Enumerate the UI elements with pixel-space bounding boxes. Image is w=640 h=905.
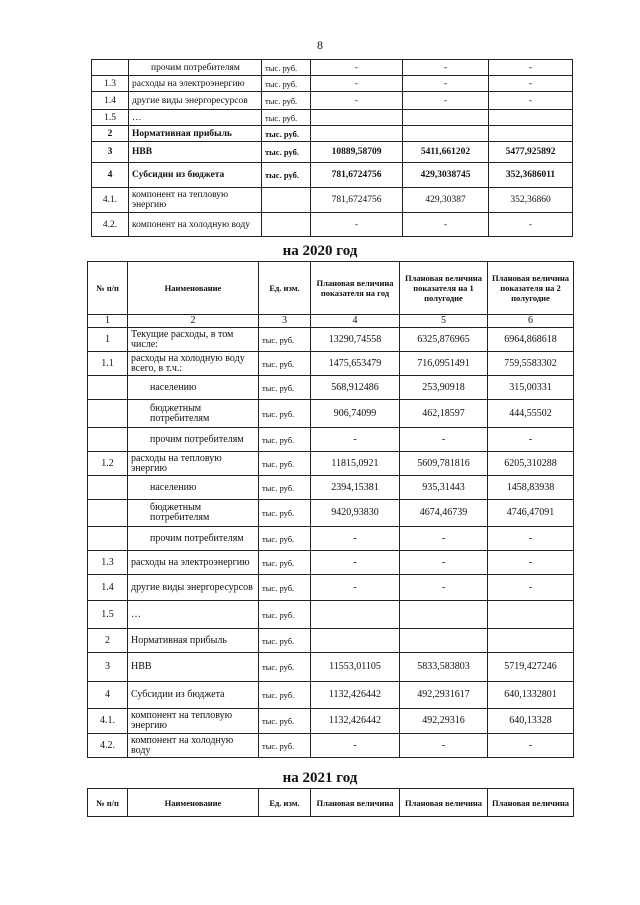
value-half-1: -: [403, 213, 489, 237]
value-half-1: -: [400, 428, 488, 452]
value-year: 781,6724756: [311, 163, 403, 188]
table-row: [88, 601, 574, 629]
value-year: -: [311, 575, 400, 601]
row-unit: тыс. руб.: [259, 428, 311, 452]
value-half-2: 352,3686011: [489, 163, 573, 188]
value-half-1: -: [403, 76, 489, 92]
row-unit: [262, 213, 311, 237]
row-unit: тыс. руб.: [259, 400, 311, 428]
row-number: 4.2.: [88, 734, 128, 758]
value-year: -: [311, 527, 400, 551]
table-2020-body: [88, 262, 574, 758]
value-half-2: 640,1332801: [488, 682, 574, 709]
table-row: [88, 376, 574, 400]
row-unit: тыс. руб.: [262, 163, 311, 188]
table-row: [92, 60, 573, 76]
value-half-1: -: [403, 60, 489, 76]
row-unit: тыс. руб.: [259, 629, 311, 653]
value-year: 1475,653479: [311, 352, 400, 376]
table-2020-column-numbers: [88, 315, 574, 328]
value-year: [311, 629, 400, 653]
value-half-1: 935,31443: [400, 476, 488, 500]
row-name: …: [128, 601, 259, 629]
header-cell: Плановая величина: [488, 789, 574, 817]
value-half-1: 429,3038745: [403, 163, 489, 188]
value-half-1: -: [400, 734, 488, 758]
row-number: [88, 400, 128, 428]
value-year: 568,912486: [311, 376, 400, 400]
value-half-2: [489, 126, 573, 142]
row-number: 4.1.: [88, 709, 128, 734]
row-number: 1.4: [88, 575, 128, 601]
table-2021: [87, 788, 574, 817]
value-half-2: 640,13328: [488, 709, 574, 734]
row-number: 1.2: [88, 452, 128, 476]
row-unit: тыс. руб.: [259, 328, 311, 352]
row-number: 1.1: [88, 352, 128, 376]
value-year: -: [311, 734, 400, 758]
value-half-1: 253,90918: [400, 376, 488, 400]
value-year: 1132,426442: [311, 682, 400, 709]
value-half-2: 759,5583302: [488, 352, 574, 376]
table-row: [88, 575, 574, 601]
table-row: [88, 352, 574, 376]
table-row: [92, 142, 573, 163]
row-name: расходы на электроэнергию: [129, 76, 262, 92]
row-number: 3: [92, 142, 129, 163]
value-half-1: 5833,583803: [400, 653, 488, 682]
row-name: бюджетным потребителям: [128, 400, 259, 428]
row-name: компонент на холодную воду: [129, 213, 262, 237]
row-unit: тыс. руб.: [259, 601, 311, 629]
table-row: [88, 653, 574, 682]
table-row: [88, 476, 574, 500]
value-year: -: [311, 76, 403, 92]
header-cell: Плановая величина показателя на 2 полугодие: [488, 262, 574, 315]
value-year: 10889,58709: [311, 142, 403, 163]
value-half-2: 4746,47091: [488, 500, 574, 527]
row-unit: тыс. руб.: [259, 709, 311, 734]
value-half-1: -: [400, 551, 488, 575]
row-number: [88, 428, 128, 452]
row-name: расходы на холодную воду всего, в т.ч.:: [128, 352, 259, 376]
value-half-2: 1458,83938: [488, 476, 574, 500]
value-half-2: 5477,925892: [489, 142, 573, 163]
row-name: компонент на тепловую энергию: [129, 188, 262, 213]
row-unit: тыс. руб.: [259, 452, 311, 476]
row-name: бюджетным потребителям: [128, 500, 259, 527]
table-2021-header-row: [88, 789, 574, 817]
table-row: [88, 709, 574, 734]
value-year: 11815,0921: [311, 452, 400, 476]
row-unit: тыс. руб.: [262, 142, 311, 163]
table-top: [91, 59, 573, 237]
header-cell: Плановая величина: [400, 789, 488, 817]
value-half-2: -: [489, 92, 573, 110]
row-number: 2: [88, 629, 128, 653]
row-name: НВВ: [128, 653, 259, 682]
value-half-2: -: [489, 60, 573, 76]
row-number: 1.3: [88, 551, 128, 575]
value-half-2: 444,55502: [488, 400, 574, 428]
row-name: прочим потребителям: [128, 428, 259, 452]
row-number: 1.5: [88, 601, 128, 629]
table-row: [88, 734, 574, 758]
row-unit: тыс. руб.: [259, 500, 311, 527]
value-half-1: 5609,781816: [400, 452, 488, 476]
value-year: 781,6724756: [311, 188, 403, 213]
row-name: населению: [128, 476, 259, 500]
table-row: [88, 500, 574, 527]
value-half-2: 6964,868618: [488, 328, 574, 352]
row-unit: тыс. руб.: [262, 126, 311, 142]
value-half-2: -: [489, 213, 573, 237]
row-name: прочим потребителям: [128, 527, 259, 551]
table-row: [92, 110, 573, 126]
table-row: [88, 328, 574, 352]
table-row: [88, 629, 574, 653]
row-unit: тыс. руб.: [259, 527, 311, 551]
value-year: 9420,93830: [311, 500, 400, 527]
value-year: -: [311, 60, 403, 76]
header-cell: № п/п: [88, 789, 128, 817]
table-row: [92, 76, 573, 92]
row-number: 4.2.: [92, 213, 129, 237]
row-name: компонент на тепловую энергию: [128, 709, 259, 734]
value-year: -: [311, 213, 403, 237]
row-unit: тыс. руб.: [262, 92, 311, 110]
value-half-2: 315,00331: [488, 376, 574, 400]
row-unit: тыс. руб.: [259, 352, 311, 376]
table-row: [88, 551, 574, 575]
value-half-2: -: [489, 76, 573, 92]
value-year: 906,74099: [311, 400, 400, 428]
page-number: 8: [317, 38, 323, 52]
row-name: населению: [128, 376, 259, 400]
row-number: 2: [92, 126, 129, 142]
value-half-1: 492,2931617: [400, 682, 488, 709]
column-number: 1: [88, 315, 128, 328]
value-half-2: -: [488, 428, 574, 452]
row-number: 1.4: [92, 92, 129, 110]
row-number: [88, 476, 128, 500]
value-half-1: [400, 601, 488, 629]
row-unit: тыс. руб.: [259, 551, 311, 575]
header-cell: Плановая величина показателя на 1 полугодие: [400, 262, 488, 315]
header-cell: Плановая величина показателя на год: [311, 262, 400, 315]
table-row: [88, 400, 574, 428]
value-year: -: [311, 92, 403, 110]
value-half-2: -: [488, 527, 574, 551]
year-2020-heading: на 2020 год: [282, 243, 358, 259]
column-number: 3: [259, 315, 311, 328]
row-name: другие виды энергоресурсов: [128, 575, 259, 601]
table-top-body: [92, 60, 573, 237]
value-half-1: 6325,876965: [400, 328, 488, 352]
row-name: прочим потребителям: [129, 60, 262, 76]
row-name: …: [129, 110, 262, 126]
row-name: Нормативная прибыль: [129, 126, 262, 142]
column-number: 4: [311, 315, 400, 328]
value-year: 2394,15381: [311, 476, 400, 500]
header-cell: Ед. изм.: [259, 789, 311, 817]
value-half-1: [400, 629, 488, 653]
header-cell: Плановая величина: [311, 789, 400, 817]
row-name: расходы на тепловую энергию: [128, 452, 259, 476]
value-half-2: 6205,310288: [488, 452, 574, 476]
row-unit: тыс. руб.: [259, 376, 311, 400]
row-number: 3: [88, 653, 128, 682]
row-unit: тыс. руб.: [259, 734, 311, 758]
row-number: 1.3: [92, 76, 129, 92]
header-cell: Наименование: [128, 789, 259, 817]
header-cell: Ед. изм.: [259, 262, 311, 315]
table-row: [92, 163, 573, 188]
value-year: [311, 110, 403, 126]
value-half-1: 4674,46739: [400, 500, 488, 527]
column-number: 2: [128, 315, 259, 328]
value-year: 13290,74558: [311, 328, 400, 352]
value-half-2: -: [488, 551, 574, 575]
row-name: НВВ: [129, 142, 262, 163]
row-name: расходы на электроэнергию: [128, 551, 259, 575]
value-half-1: 462,18597: [400, 400, 488, 428]
row-number: 1: [88, 328, 128, 352]
row-unit: тыс. руб.: [262, 110, 311, 126]
row-unit: тыс. руб.: [259, 476, 311, 500]
year-2021-heading: на 2021 год: [282, 770, 358, 786]
value-half-2: [489, 110, 573, 126]
value-half-2: -: [488, 575, 574, 601]
value-half-1: -: [400, 575, 488, 601]
header-cell: № п/п: [88, 262, 128, 315]
table-2020: [87, 261, 574, 758]
value-half-1: -: [400, 527, 488, 551]
row-name: другие виды энергоресурсов: [129, 92, 262, 110]
row-number: 4.1.: [92, 188, 129, 213]
value-year: [311, 126, 403, 142]
row-name: Субсидии из бюджета: [128, 682, 259, 709]
row-number: 4: [92, 163, 129, 188]
row-number: [88, 376, 128, 400]
table-row: [88, 428, 574, 452]
row-unit: [262, 188, 311, 213]
header-cell: Наименование: [128, 262, 259, 315]
table-row: [92, 213, 573, 237]
row-name: Нормативная прибыль: [128, 629, 259, 653]
value-year: [311, 601, 400, 629]
row-unit: тыс. руб.: [259, 575, 311, 601]
table-row: [88, 452, 574, 476]
row-name: Текущие расходы, в том числе:: [128, 328, 259, 352]
value-half-1: 5411,661202: [403, 142, 489, 163]
value-year: 1132,426442: [311, 709, 400, 734]
row-number: 4: [88, 682, 128, 709]
table-2020-header-row: [88, 262, 574, 315]
value-half-1: 429,30387: [403, 188, 489, 213]
value-half-2: [488, 629, 574, 653]
value-half-1: 492,29316: [400, 709, 488, 734]
column-number: 6: [488, 315, 574, 328]
row-number: 1.5: [92, 110, 129, 126]
value-year: 11553,01105: [311, 653, 400, 682]
table-row: [88, 527, 574, 551]
value-half-2: 5719,427246: [488, 653, 574, 682]
row-name: Субсидии из бюджета: [129, 163, 262, 188]
row-unit: тыс. руб.: [259, 653, 311, 682]
value-half-2: -: [488, 734, 574, 758]
value-half-1: [403, 126, 489, 142]
row-number: [88, 527, 128, 551]
table-row: [88, 682, 574, 709]
value-half-2: 352,36860: [489, 188, 573, 213]
row-number: [88, 500, 128, 527]
table-row: [92, 92, 573, 110]
value-half-2: [488, 601, 574, 629]
value-year: -: [311, 551, 400, 575]
row-number: [92, 60, 129, 76]
table-row: [92, 126, 573, 142]
value-half-1: 716,0951491: [400, 352, 488, 376]
table-row: [92, 188, 573, 213]
row-name: компонент на холодную воду: [128, 734, 259, 758]
row-unit: тыс. руб.: [259, 682, 311, 709]
value-half-1: [403, 110, 489, 126]
row-unit: тыс. руб.: [262, 60, 311, 76]
value-half-1: -: [403, 92, 489, 110]
row-unit: тыс. руб.: [262, 76, 311, 92]
value-year: -: [311, 428, 400, 452]
column-number: 5: [400, 315, 488, 328]
